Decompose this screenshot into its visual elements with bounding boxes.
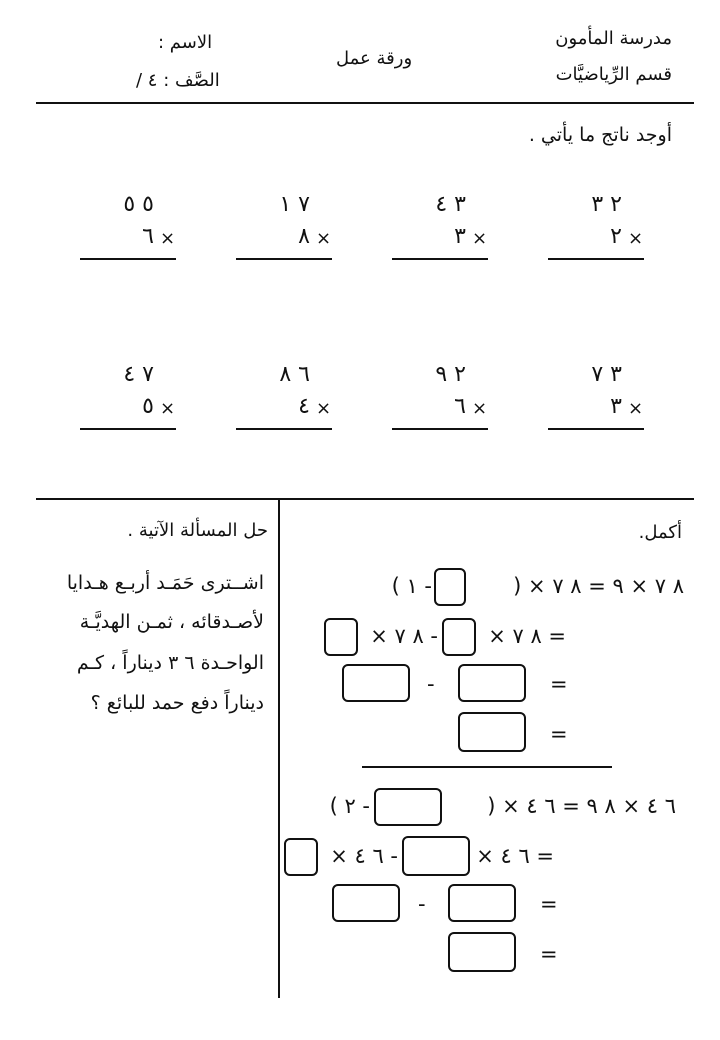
department-name: قسم الرِّياضيَّات — [555, 64, 672, 85]
eq2-blank-5[interactable] — [448, 884, 516, 922]
times-sign: × — [628, 398, 644, 419]
eq1-blank-2[interactable] — [442, 618, 476, 656]
eq1-blank-4[interactable] — [342, 664, 410, 702]
problem-top-number: ٢ ٩ — [435, 362, 466, 387]
problem-top-number: ٧ ٤ — [123, 362, 154, 387]
word-problem-line-2: لأصـدقائه ، ثمـن الهديَّـة — [79, 611, 264, 633]
complete-heading: أكمل. — [638, 522, 682, 543]
answer-line — [236, 428, 332, 430]
eq2-blank-6[interactable] — [448, 932, 516, 972]
answer-line — [80, 428, 176, 430]
eq2-blank-1[interactable] — [374, 788, 442, 826]
eq1-line1-right: - ١ ) — [391, 574, 432, 598]
section-divider — [36, 498, 694, 500]
section1-instruction: أوجد ناتج ما يأتي . — [528, 124, 672, 146]
problem-top-number: ٦ ٨ — [279, 362, 310, 387]
problem-top-number: ٢ ٣ — [591, 192, 622, 217]
word-problem-line-3: الواحـدة ٦ ٣ ديناراً ، كـم — [76, 652, 264, 674]
problem-top-number: ٣ ٤ — [435, 192, 466, 217]
eq2-line1-right: - ٢ ) — [329, 794, 370, 818]
eq2-row4-equals: = — [540, 942, 558, 966]
problem-bottom-number: ٥ — [142, 394, 154, 419]
class-label: الصَّف : ٤ / — [136, 70, 220, 91]
answer-line — [392, 258, 488, 260]
eq1-blank-1[interactable] — [434, 568, 466, 606]
answer-line — [392, 428, 488, 430]
problem-bottom-number: ٢ — [610, 224, 622, 249]
answer-line — [548, 428, 644, 430]
times-sign: × — [628, 228, 644, 249]
word-problem-heading: حل المسألة الآتية . — [127, 520, 268, 541]
word-problem-line-1: اشــترى حَمَـد أربـع هـدايا — [66, 572, 264, 594]
worksheet-title: ورقة عمل — [336, 48, 413, 69]
eq1-blank-5[interactable] — [458, 664, 526, 702]
equations-divider — [362, 766, 612, 768]
column-divider — [278, 500, 280, 998]
problem-top-number: ٣ ٧ — [591, 362, 622, 387]
eq2-blank-2[interactable] — [402, 836, 470, 876]
eq2-blank-4[interactable] — [332, 884, 400, 922]
eq1-row2-a: = ٨ ٧ × — [488, 624, 566, 648]
problem-top-number: ٧ ١ — [279, 192, 310, 217]
problem-bottom-number: ٦ — [142, 224, 154, 249]
eq2-row2-mid: - ٦ ٤ × — [330, 844, 398, 868]
eq2-blank-3[interactable] — [284, 838, 318, 876]
eq2-row3-minus: - — [418, 892, 426, 916]
word-problem-line-4: ديناراً دفع حمد للبائع ؟ — [90, 692, 264, 714]
problem-bottom-number: ٤ — [298, 394, 310, 419]
answer-line — [236, 258, 332, 260]
eq1-row3-equals: = — [550, 672, 568, 696]
problem-bottom-number: ٣ — [454, 224, 466, 249]
header-divider — [36, 102, 694, 104]
school-name: مدرسة المأمون — [555, 28, 672, 49]
answer-line — [80, 258, 176, 260]
name-label: الاسم : — [158, 32, 213, 53]
eq1-row3-minus: - — [427, 672, 435, 696]
eq1-row4-equals: = — [550, 722, 568, 746]
problem-bottom-number: ٣ — [610, 394, 622, 419]
eq2-row2-a: = ٦ ٤ × — [476, 844, 554, 868]
eq2-line1-left: ٦ ٤ × ٨ ٩ = ٦ ٤ × ( — [487, 794, 676, 818]
times-sign: × — [472, 228, 488, 249]
eq1-blank-3[interactable] — [324, 618, 358, 656]
times-sign: × — [160, 228, 176, 249]
problem-top-number: ٥ ٥ — [123, 192, 154, 217]
eq1-blank-6[interactable] — [458, 712, 526, 752]
times-sign: × — [160, 398, 176, 419]
answer-line — [548, 258, 644, 260]
eq1-row2-mid: - ٨ ٧ × — [370, 624, 438, 648]
eq1-line1-left: ٨ ٧ × ٩ = ٨ ٧ × ( — [513, 574, 684, 598]
problem-bottom-number: ٦ — [454, 394, 466, 419]
times-sign: × — [316, 398, 332, 419]
times-sign: × — [472, 398, 488, 419]
times-sign: × — [316, 228, 332, 249]
eq2-row3-equals: = — [540, 892, 558, 916]
problem-bottom-number: ٨ — [298, 224, 310, 249]
